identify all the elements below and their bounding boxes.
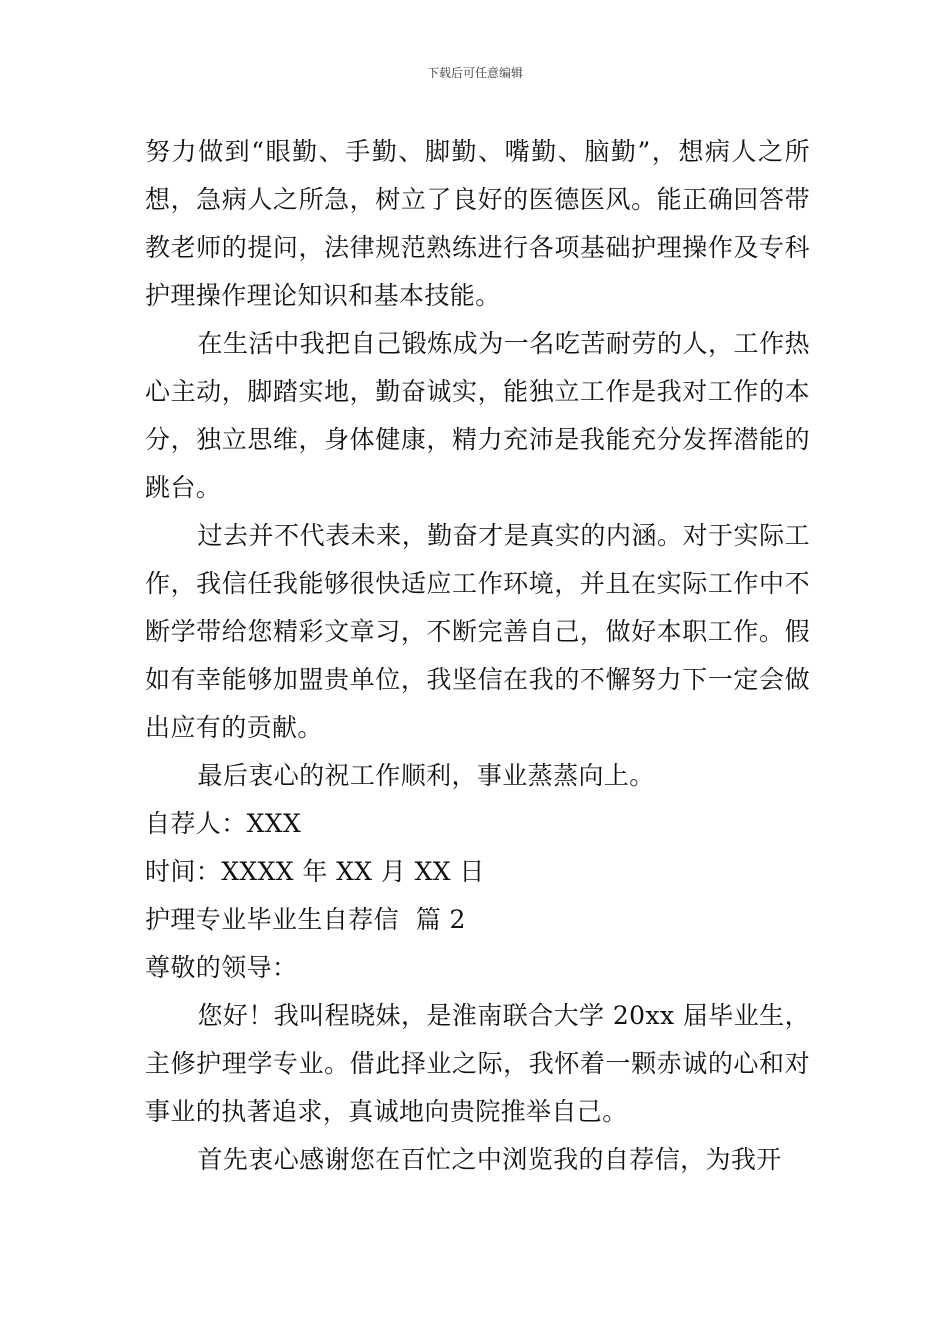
paragraph-future: 过去并不代表未来，勤奋才是真实的内涵。对于实际工作，我信任我能够很快适应工作环境，并且在实际工作中不断学带给您精彩文章习，不断完善自己，做好本职工作。假如有幸能够加盟贵单位，我坚信在我的不懈努力下一定会做出应有的贡献。 [145,521,810,742]
page-header-note: 下载后可任意编辑 [426,66,523,80]
date-line: 时间：XXXX 年 XX 月 XX 日 [145,857,485,886]
paragraph-continuation: 努力做到“眼勤、手勤、脚勤、嘴勤、脑勤”，想病人之所想，急病人之所急，树立了良好的医德医风。能正确回答带教老师的提问，法律规范熟练进行各项基础护理操作及专科护理操作理论知识和基本技能。 [145,137,810,310]
document-body [145,128,810,1184]
paragraph-closing-wish: 最后衷心的祝工作顺利，事业蒸蒸向上。 [197,761,655,790]
signature-line: 自荐人：XXX [145,809,302,838]
paragraph-thanks: 首先衷心感谢您在百忙之中浏览我的自荐信，为我开 [197,1145,782,1174]
salutation: 尊敬的领导： [145,953,298,982]
paragraph-introduction: 您好！我叫程晓妹，是淮南联合大学 20xx 届毕业生，主修护理学专业。借此择业之际，我怀着一颗赤诚的心和对事业的执著追求，真诚地向贵院推举自己。 [145,1001,810,1126]
paragraph-life: 在生活中我把自己锻炼成为一名吃苦耐劳的人，工作热心主动，脚踏实地，勤奋诚实，能独立工作是我对工作的本分，独立思维，身体健康，精力充沛是我能充分发挥潜能的跳台。 [145,329,810,502]
letter-title: 护理专业毕业生自荐信 篇 2 [145,905,466,934]
